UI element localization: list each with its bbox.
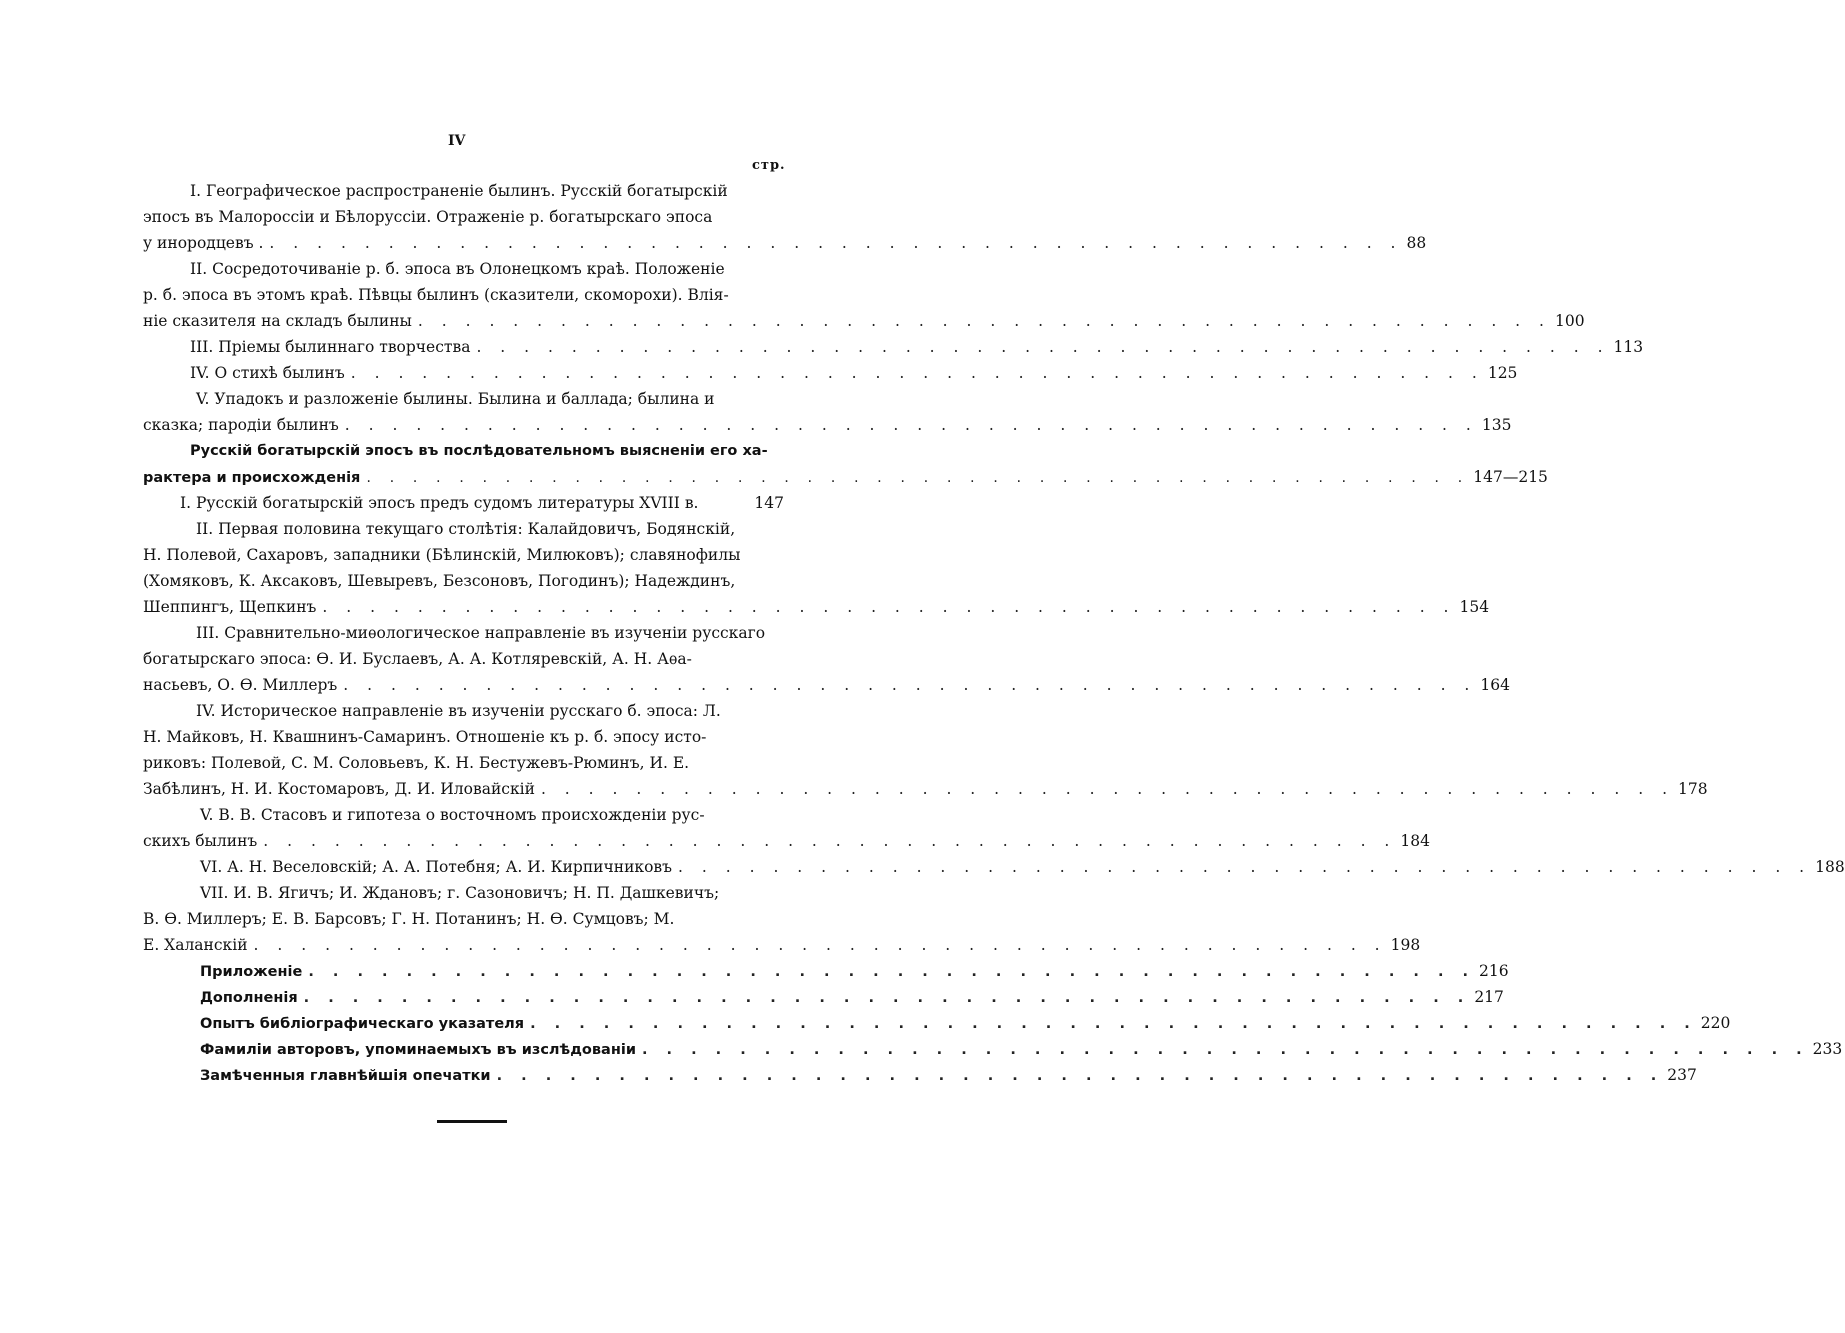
page-ref: 154 bbox=[1459, 598, 1490, 616]
toc-line: риковъ: Полевой, С. М. Соловьевъ, К. Н. Бестужевъ-Рюминъ, И. Е. bbox=[143, 754, 690, 772]
dot-leader: . . . . . . . . . . . . . . . . . . . . . . . . . . . . . . . . . . . . . . . . . . . . . . . . bbox=[308, 964, 1476, 980]
toc-line: V. В. В. Стасовъ и гипотеза о восточномъ происхожденіи рус- bbox=[200, 806, 705, 824]
toc-line: I. Географическое распространеніе былинъ. Русскій богатырскій bbox=[190, 182, 728, 200]
dot-leader: . . . . . . . . . . . . . . . . . . . . . . . . . . . . . . . . . . . . . . . . . . . . . . . . bbox=[343, 676, 1477, 694]
page-ref: 125 bbox=[1487, 364, 1518, 382]
toc-entry-final-line: насьевъ, О. Ѳ. Миллеръ . . . . . . . . . . . . . . . . . . . . . . . . . . . . . . . . . . . . . . . . . . . . . . . . 164 bbox=[143, 672, 784, 698]
toc-entry-final-line: сказка; пародіи былинъ . . . . . . . . . . . . . . . . . . . . . . . . . . . . . . . . . . . . . . . . . . . . . . . . 135 bbox=[143, 412, 784, 438]
page-column-header: стр. bbox=[752, 158, 786, 173]
dot-leader: . . . . . . . . . . . . . . . . . . . . . . . . . . . . . . . . . . . . . . . . . . . . . . . . bbox=[269, 234, 1403, 252]
toc-appendix-line: Приложеніе . . . . . . . . . . . . . . . . . . . . . . . . . . . . . . . . . . . . . . . . . . . . . . . . 216 bbox=[200, 958, 784, 984]
page-ref: 178 bbox=[1678, 780, 1708, 798]
toc-entry-final-line: Шеппингъ, Щепкинъ . . . . . . . . . . . . . . . . . . . . . . . . . . . . . . . . . . . . . . . . . . . . . . . . 154 bbox=[143, 594, 784, 620]
toc-entry-final-line: VI. А. Н. Веселовскій; А. А. Потебня; А. И. Кирпичниковъ . . . . . . . . . . . . . . . . . . . . . . . . . . . . . . . . . . . . . . . . . . . . . . . . 188 bbox=[200, 854, 784, 880]
toc-appendix-line: Замѣченныя главнѣйшія опечатки . . . . . . . . . . . . . . . . . . . . . . . . . . . . . . . . . . . . . . . . . . . . . . . . 237 bbox=[200, 1062, 784, 1088]
dot-leader: . . . . . . . . . . . . . . . . . . . . . . . . . . . . . . . . . . . . . . . . . . . . . . . . bbox=[350, 364, 1484, 382]
toc-appendix-line: Фамиліи авторовъ, упоминаемыхъ въ изслѣдованіи . . . . . . . . . . . . . . . . . . . . . . . . . . . . . . . . . . . . . . . . . . . . . . . . 233 bbox=[200, 1036, 784, 1062]
page-ref: 88 bbox=[1406, 234, 1427, 252]
page-ref: 147 bbox=[754, 494, 784, 512]
page-ref: 164 bbox=[1480, 676, 1510, 694]
toc-line: эпосъ въ Малороссіи и Бѣлоруссіи. Отраженіе р. богатырскаго эпоса bbox=[143, 208, 713, 226]
dot-leader: . . . . . . . . . . . . . . . . . . . . . . . . . . . . . . . . . . . . . . . . . . . . . . . . bbox=[641, 1042, 1809, 1058]
page-ref: 100 bbox=[1554, 312, 1585, 330]
dot-leader: . . . . . . . . . . . . . . . . . . . . . . . . . . . . . . . . . . . . . . . . . . . . . . . . bbox=[496, 1068, 1664, 1084]
dot-leader: . . . . . . . . . . . . . . . . . . . . . . . . . . . . . . . . . . . . . . . . . . . . . . . . bbox=[476, 338, 1610, 356]
toc-entry-final-line: скихъ былинъ . . . . . . . . . . . . . . . . . . . . . . . . . . . . . . . . . . . . . . . . . . . . . . . . 184 bbox=[143, 828, 784, 854]
toc-line: Н. Полевой, Сахаровъ, западники (Бѣлинскій, Милюковъ); славянофилы bbox=[143, 546, 741, 564]
page-ref: 216 bbox=[1479, 962, 1509, 980]
toc-appendix-line: Дополненія . . . . . . . . . . . . . . . . . . . . . . . . . . . . . . . . . . . . . . . . . . . . . . . . 217 bbox=[200, 984, 784, 1010]
page-ref: 113 bbox=[1613, 338, 1644, 356]
dot-leader: . . . . . . . . . . . . . . . . . . . . . . . . . . . . . . . . . . . . . . . . . . . . . . . . bbox=[344, 416, 1478, 434]
page-ref: 237 bbox=[1667, 1066, 1697, 1084]
toc-line: III. Сравнительно-миѳологическое направленіе въ изученіи русскаго bbox=[196, 624, 766, 642]
dot-leader: . . . . . . . . . . . . . . . . . . . . . . . . . . . . . . . . . . . . . . . . . . . . . . . . bbox=[303, 990, 1471, 1006]
dot-leader: . . . . . . . . . . . . . . . . . . . . . . . . . . . . . . . . . . . . . . . . . . . . . . . . bbox=[540, 780, 1675, 798]
page-ref: 198 bbox=[1390, 936, 1421, 954]
toc-line: В. Ѳ. Миллеръ; Е. В. Барсовъ; Г. Н. Потанинъ; Н. Ѳ. Сумцовъ; М. bbox=[143, 910, 675, 928]
toc-entry-final-line: IV. О стихѣ былинъ . . . . . . . . . . . . . . . . . . . . . . . . . . . . . . . . . . . . . . . . . . . . . . . . 125 bbox=[190, 360, 784, 386]
toc-line: богатырскаго эпоса: Ѳ. И. Буслаевъ, А. А. Котляревскій, А. Н. Аѳа- bbox=[143, 650, 692, 668]
dot-leader: . . . . . . . . . . . . . . . . . . . . . . . . . . . . . . . . . . . . . . . . . . . . . . . . bbox=[322, 598, 1456, 616]
toc-entry-final-line: Забѣлинъ, Н. И. Костомаровъ, Д. И. Иловайскій . . . . . . . . . . . . . . . . . . . . . . . . . . . . . . . . . . . . . . . . . . . . . . . . 178 bbox=[143, 776, 784, 802]
toc-entry-final-line: ніе сказителя на складъ былины . . . . . . . . . . . . . . . . . . . . . . . . . . . . . . . . . . . . . . . . . . . . . . . . 100 bbox=[143, 308, 784, 334]
dot-leader: . . . . . . . . . . . . . . . . . . . . . . . . . . . . . . . . . . . . . . . . . . . . . . . . bbox=[530, 1016, 1697, 1032]
page-ref: 188 bbox=[1815, 858, 1845, 876]
toc-line: V. Упадокъ и разложеніе былины. Былина и баллада; былина и bbox=[196, 390, 715, 408]
page-ref: 135 bbox=[1481, 416, 1512, 434]
toc-line: (Хомяковъ, К. Аксаковъ, Шевыревъ, Безсоновъ, Погодинъ); Надеждинъ, bbox=[143, 572, 736, 590]
dot-leader: . . . . . . . . . . . . . . . . . . . . . . . . . . . . . . . . . . . . . . . . . . . . . . . . bbox=[417, 312, 1551, 330]
page-ref: 147—215 bbox=[1473, 468, 1548, 486]
page-ref: 233 bbox=[1812, 1040, 1843, 1058]
toc-entry-final-line: I. Русскій богатырскій эпосъ предъ судомъ литературы XVIII в. 147 bbox=[180, 490, 784, 516]
toc-line: VII. И. В. Ягичъ; И. Ждановъ; г. Сазоновичъ; Н. П. Дашкевичъ; bbox=[200, 884, 720, 902]
toc-section-heading: Русскій богатырскій эпосъ въ послѣдовательномъ выясненіи его ха- bbox=[190, 443, 768, 459]
toc-entry-final-line: рактера и происхожденія . . . . . . . . . . . . . . . . . . . . . . . . . . . . . . . . . . . . . . . . . . . . . . . . 147—215 bbox=[143, 464, 784, 490]
toc-line: II. Сосредоточиваніе р. б. эпоса въ Олонецкомъ краѣ. Положеніе bbox=[190, 260, 725, 278]
toc-line: р. б. эпоса въ этомъ краѣ. Пѣвцы былинъ (сказители, скоморохи). Влія- bbox=[143, 286, 729, 304]
closing-rule bbox=[437, 1120, 507, 1123]
toc-entry-final-line: у инородцевъ . . . . . . . . . . . . . . . . . . . . . . . . . . . . . . . . . . . . . . . . . . . . . . . . . 88 bbox=[143, 230, 784, 256]
toc-line: IV. Историческое направленіе въ изученіи русскаго б. эпоса: Л. bbox=[196, 702, 721, 720]
toc-entry-final-line: III. Пріемы былиннаго творчества . . . . . . . . . . . . . . . . . . . . . . . . . . . . . . . . . . . . . . . . . . . . . . . . 113 bbox=[190, 334, 784, 360]
dot-leader: . . . . . . . . . . . . . . . . . . . . . . . . . . . . . . . . . . . . . . . . . . . . . . . . bbox=[253, 936, 1387, 954]
toc-line: II. Первая половина текущаго столѣтія: Калайдовичъ, Бодянскій, bbox=[196, 520, 736, 538]
toc-entry-final-line: Е. Халанскій . . . . . . . . . . . . . . . . . . . . . . . . . . . . . . . . . . . . . . . . . . . . . . . . 198 bbox=[143, 932, 784, 958]
page-ref: 184 bbox=[1400, 832, 1430, 850]
page-ref: 220 bbox=[1700, 1014, 1731, 1032]
page-ref: 217 bbox=[1474, 988, 1504, 1006]
dot-leader: . . . . . . . . . . . . . . . . . . . . . . . . . . . . . . . . . . . . . . . . . . . . . . . . bbox=[366, 470, 1470, 486]
toc-appendix-line: Опытъ библіографическаго указателя . . . . . . . . . . . . . . . . . . . . . . . . . . . . . . . . . . . . . . . . . . . . . . . . 220 bbox=[200, 1010, 784, 1036]
dot-leader: . . . . . . . . . . . . . . . . . . . . . . . . . . . . . . . . . . . . . . . . . . . . . . . . bbox=[678, 858, 1812, 876]
page-number: IV bbox=[448, 133, 466, 149]
toc-line: Н. Майковъ, Н. Квашнинъ-Самаринъ. Отношеніе къ р. б. эпосу исто- bbox=[143, 728, 707, 746]
dot-leader: . . . . . . . . . . . . . . . . . . . . . . . . . . . . . . . . . . . . . . . . . . . . . . . . bbox=[263, 832, 1397, 850]
